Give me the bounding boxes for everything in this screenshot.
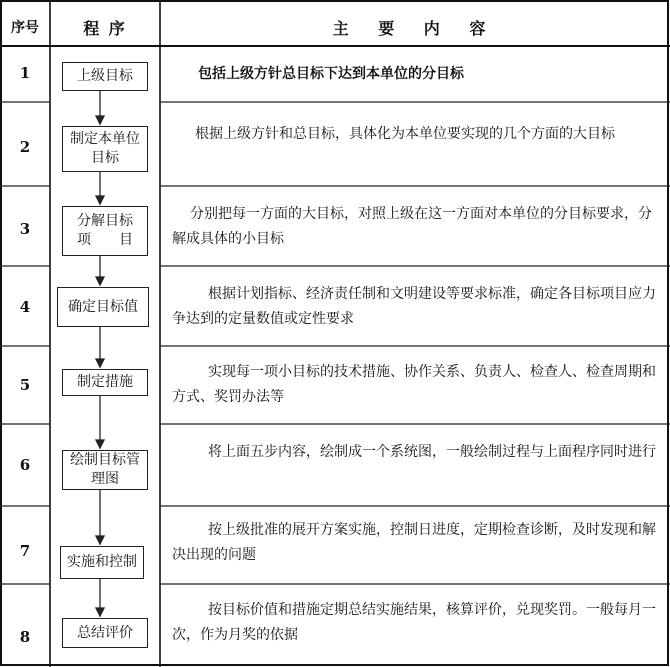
row-number: 2: [19, 138, 31, 156]
row-content: 根据计划指标、经济责任制和文明建设等要求标准，确定各目标项目应力争达到的定量数值或定性要求: [172, 286, 656, 327]
step-box-management-chart: 绘制目标管理图: [62, 450, 148, 490]
row-number: 7: [19, 542, 31, 560]
row-number: 3: [19, 220, 31, 238]
row-content: 按上级批准的展开方案实施，控制日进度，定期检查诊断，及时发现和解决出现的问题: [172, 522, 656, 563]
row-number: 8: [19, 628, 31, 646]
row-content: 按目标价值和措施定期总结实施结果，核算评价，兑现奖罚。一般每月一次，作为月奖的依据: [172, 602, 656, 643]
step-box-summary-evaluation: 总结评价: [62, 618, 148, 648]
step-box-implement-control: 实施和控制: [60, 546, 144, 579]
row-number: 1: [19, 64, 31, 82]
row-content: 将上面五步内容，绘制成一个系统图，一般绘制过程与上面程序同时进行: [208, 444, 656, 460]
header-procedure: 程 序: [83, 18, 127, 38]
row-content: 根据上级方针和总目标，具体化为本单位要实现的几个方面的大目标: [195, 126, 615, 142]
step-box-unit-target: 制定本单位目标: [62, 126, 148, 172]
row-content: 包括上级方针总目标下达到本单位的分目标: [198, 66, 464, 82]
row-content: 实现每一项小目标的技术措施、协作关系、负责人、检查人、检查周期和方式、奖罚办法等: [172, 364, 656, 405]
row-number: 6: [19, 456, 31, 474]
row-number: 5: [19, 376, 31, 394]
row-number: 4: [19, 298, 31, 316]
row-content: 分别把每一方面的大目标，对照上级在这一方面对本单位的分目标要求，分解成具体的小目标: [172, 206, 652, 247]
step-box-superior-target: 上级目标: [62, 62, 148, 91]
step-box-target-values: 确定目标值: [57, 287, 149, 327]
header-main-content: 主 要 内 容: [332, 18, 498, 38]
step-box-measures: 制定措施: [62, 369, 148, 396]
header-serial-no: 序号: [11, 20, 39, 36]
step-box-decompose-target: 分解目标项 目: [62, 206, 148, 256]
